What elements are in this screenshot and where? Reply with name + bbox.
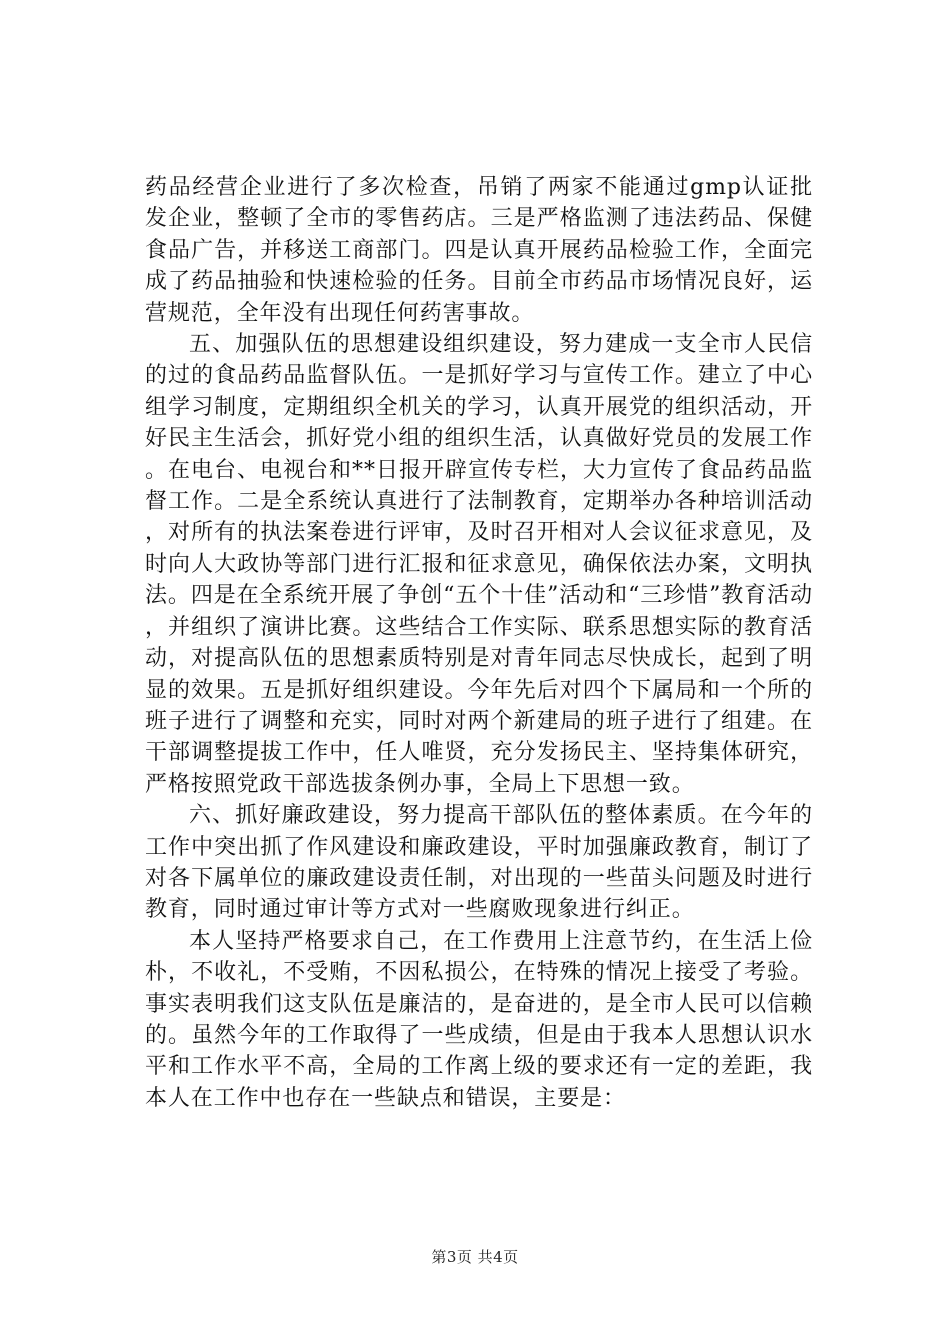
document-body (145, 172, 813, 1114)
page-number-footer: 第3页 共4页 (431, 1248, 519, 1266)
paragraph-1: 药品经营企业进行了多次检查，吊销了两家不能通过gmp认证批发企业，整顿了全市的零售药店。三是严格监测了违法药品、保健食品广告，并移送工商部门。四是认真开展药品检验工作，全面完成了药品抽验和快速检验的任务。目前全市药品市场情况良好，运营规范，全年没有出现任何药害事故。 (145, 175, 813, 326)
paragraph-4: 本人坚持严格要求自己，在工作费用上注意节约，在生活上俭朴，不收礼，不受贿，不因私损公，在特殊的情况上接受了考验。事实表明我们这支队伍是廉洁的，是奋进的，是全市人民可以信赖的。虽然今年的工作取得了一些成绩，但是由于我本人思想认识水平和工作水平不高，全局的工作离上级的要求还有一定的差距，我本人在工作中也存在一些缺点和错误，主要是： (145, 928, 813, 1111)
paragraph-2: 五、加强队伍的思想建设组织建设，努力建成一支全市人民信的过的食品药品监督队伍。一是抓好学习与宣传工作。建立了中心组学习制度，定期组织全机关的学习，认真开展党的组织活动，开好民主生活会，抓好党小组的组织生活，认真做好党员的发展工作。在电台、电视台和**日报开辟宣传专栏，大力宣传了食品药品监督工作。二是全系统认真进行了法制教育，定期举办各种培训活动，对所有的执法案卷进行评审，及时召开相对人会议征求意见，及时向人大政协等部门进行汇报和征求意见，确保依法办案，文明执法。四是在全系统开展了争创“五个十佳”活动和“三珍惜”教育活动，并组织了演讲比赛。这些结合工作实际、联系思想实际的教育活动，对提高队伍的思想素质特别是对青年同志尽快成长，起到了明显的效果。五是抓好组织建设。今年先后对四个下属局和一个所的班子进行了调整和充实，同时对两个新建局的班子进行了组建。在干部调整提拔工作中，任人唯贤，充分发扬民主、坚持集体研究，严格按照党政干部选拔条例办事，全局上下思想一致。 (145, 332, 813, 797)
paragraph-3: 六、抓好廉政建设，努力提高干部队伍的整体素质。在今年的工作中突出抓了作风建设和廉政建设，平时加强廉政教育，制订了对各下属单位的廉政建设责任制，对出现的一些苗头问题及时进行教育，同时通过审计等方式对一些腐败现象进行纠正。 (145, 803, 813, 923)
